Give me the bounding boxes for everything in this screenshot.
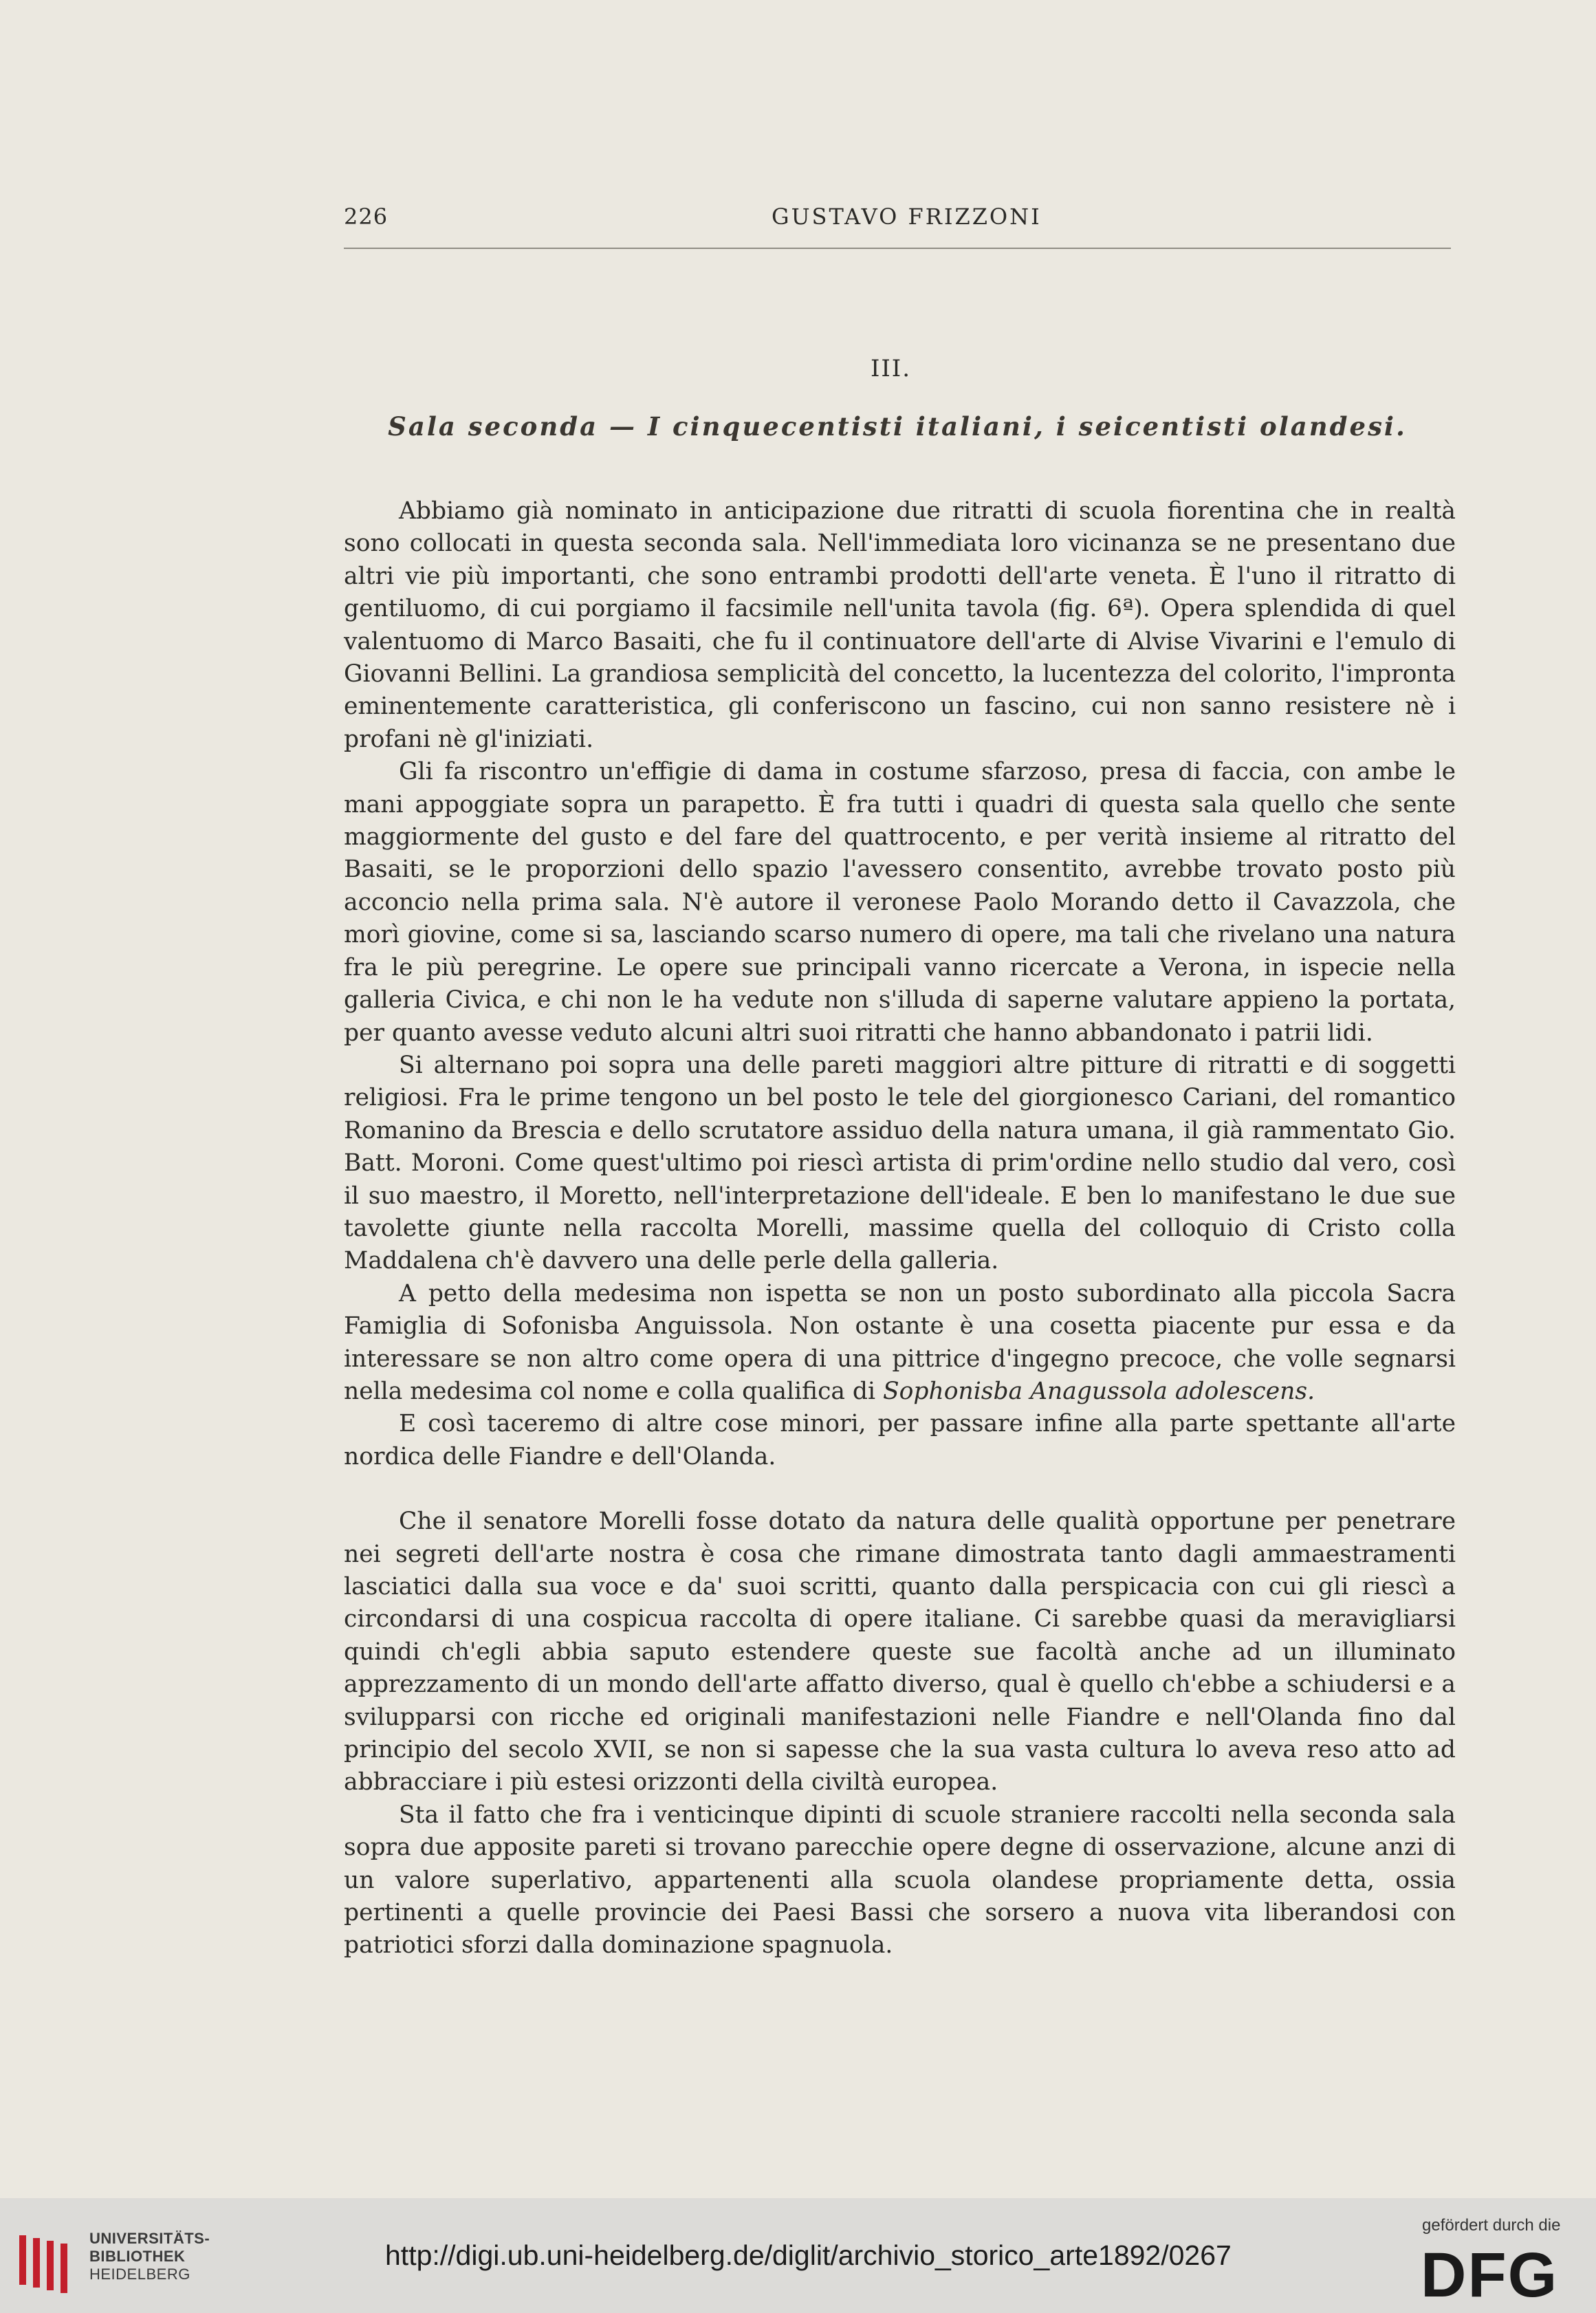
paragraph: Gli fa riscontro un'effigie di dama in costume sfarzoso, presa di faccia, con ambe le mani appoggiate sopra un parapetto. È fra tutti i quadri di questa sala quello che sente maggiormente del gusto e del fare del quattrocento, e per verità insieme al ritratto del Basaiti, se le proporzioni dello spazio l'avessero consentito, avrebbe trovato posto più acconcio nella prima sala. N'è autore il veronese Paolo Morando detto il Cavazzola, che morì giovine, come si sa, lasciando scarso numero di opere, ma tali che rivelano una natura fra le più peregrine. Le opere sue principali vanno ricercate a Verona, in ispecie nella galleria Civica, e chi non le ha vedute non s'illuda di saperne valutare appieno la portata, per quanto avesse veduto alcuni altri suoi ritratti che hanno abbandonato i patrii lidi. xyxy=(344,758,1456,1047)
paragraph: E così taceremo di altre cose minori, per passare infine alla parte spettante all'arte nordica delle Fiandre e dell'Olanda. xyxy=(344,1410,1456,1470)
library-name xyxy=(89,2230,210,2283)
paragraph xyxy=(344,1278,1456,1409)
library-name-line: BIBLIOTHEK xyxy=(89,2248,186,2265)
paragraph: Sta il fatto che fra i venticinque dipinti di scuole straniere raccolti nella seconda sala sopra due apposite pareti si trovano parecchie opere degne di osservazione, alcune anzi di un valore superlativo, appartenenti alla scuola olandese propriamente detta, ossia pertinenti a quelle provincie dei Paesi Bassi che sorsero a nuova vita liberandosi con patriotici sforzi dalla dominazione spagnuola. xyxy=(344,1801,1456,1959)
page-number: 226 xyxy=(344,204,389,230)
running-header-author: GUSTAVO FRIZZONI xyxy=(772,204,1042,230)
signature-quote: Sophonisba Anagussola adolescens. xyxy=(883,1377,1315,1405)
university-library-logo-icon xyxy=(15,2215,78,2297)
library-name-line: UNIVERSITÄTS- xyxy=(89,2230,210,2247)
section-title: Sala seconda — I cinquecentisti italiani, i seicentisti olandesi. xyxy=(388,411,1407,442)
body-text xyxy=(344,495,1456,1962)
running-header xyxy=(344,204,1451,237)
paragraph-text: A petto della medesima non ispetta se non un posto subordinato alla piccola Sacra Famiglia di Sofonisba Anguissola. Non ostante è una cosetta piacente pur essa e da interessare se non altro come opera di una pittrice d'ingegno precoce, che volle segnarsi nella medesima col nome e colla qualifica di xyxy=(344,1279,1456,1405)
paragraph: Si alternano poi sopra una delle pareti maggiori altre pitture di ritratti e di soggetti religiosi. Fra le prime tengono un bel posto le tele del giorgionesco Cariani, del romantico Romanino da Brescia e dello scrutatore assiduo della natura umana, il già rammentato Gio. Batt. Moroni. Come quest'ultimo poi riescì artista di prim'ordine nello studio dal vero, così il suo maestro, il Moretto, nell'interpretazione dell'ideale. E ben lo manifestano le due sue tavolette giunte nella raccolta Morelli, massime quella del colloquio di Cristo colla Maddalena ch'è davvero una delle perle della galleria. xyxy=(344,1051,1456,1275)
paragraph: Che il senatore Morelli fosse dotato da natura delle qualità opportune per penetrare nei segreti dell'arte nostra è cosa che rimane dimostrata tanto dagli ammaestramenti lasciatici dalla sua voce e da' suoi scritti, quanto dalla perspicacia con cui gli riescì a circondarsi di una cospicua raccolta di opere italiane. Ci sarebbe quasi da meravigliarsi quindi ch'egli abbia saputo estendere queste sue facoltà anche ad un illuminato apprezzamento di un mondo dell'arte affatto diverso, qual è quello ch'ebbe a schiudersi e a svilupparsi con ricche ed originali manifestazioni nelle Fiandre e nell'Olanda fino dal principio del secolo XVII, se non si sapesse che la sua vasta cultura lo aveva reso atto ad abbracciare i più estesi orizzonti della civiltà europea. xyxy=(344,1508,1456,1796)
section-number: III. xyxy=(870,355,912,382)
source-url-link[interactable]: http://digi.ub.uni-heidelberg.de/diglit/archivio_storico_arte1892/0267 xyxy=(385,2239,1232,2271)
footer-bar xyxy=(0,2198,1596,2313)
funded-by-text: gefördert durch die xyxy=(1422,2216,1561,2235)
library-name-line: HEIDELBERG xyxy=(89,2266,190,2283)
header-rule xyxy=(344,248,1451,249)
paragraph: Abbiamo già nominato in anticipazione due ritratti di scuola fiorentina che in realtà sono collocati in questa seconda sala. Nell'immediata loro vicinanza se ne presentano due altri vie più importanti, che sono entrambi prodotti dell'arte veneta. È l'uno il ritratto di gentiluomo, di cui porgiamo il facsimile nell'unita tavola (fig. 6ª). Opera splendida di quel valentuomo di Marco Basaiti, che fu il continuatore dell'arte di Alvise Vivarini e l'emulo di Giovanni Bellini. La grandiosa semplicità del concetto, la lucentezza del colorito, l'impronta eminentemente caratteristica, gli conferiscono un fascino, cui non sanno resistere nè i profani nè gl'iniziati. xyxy=(344,497,1456,753)
dfg-logo: DFG xyxy=(1421,2240,1559,2310)
